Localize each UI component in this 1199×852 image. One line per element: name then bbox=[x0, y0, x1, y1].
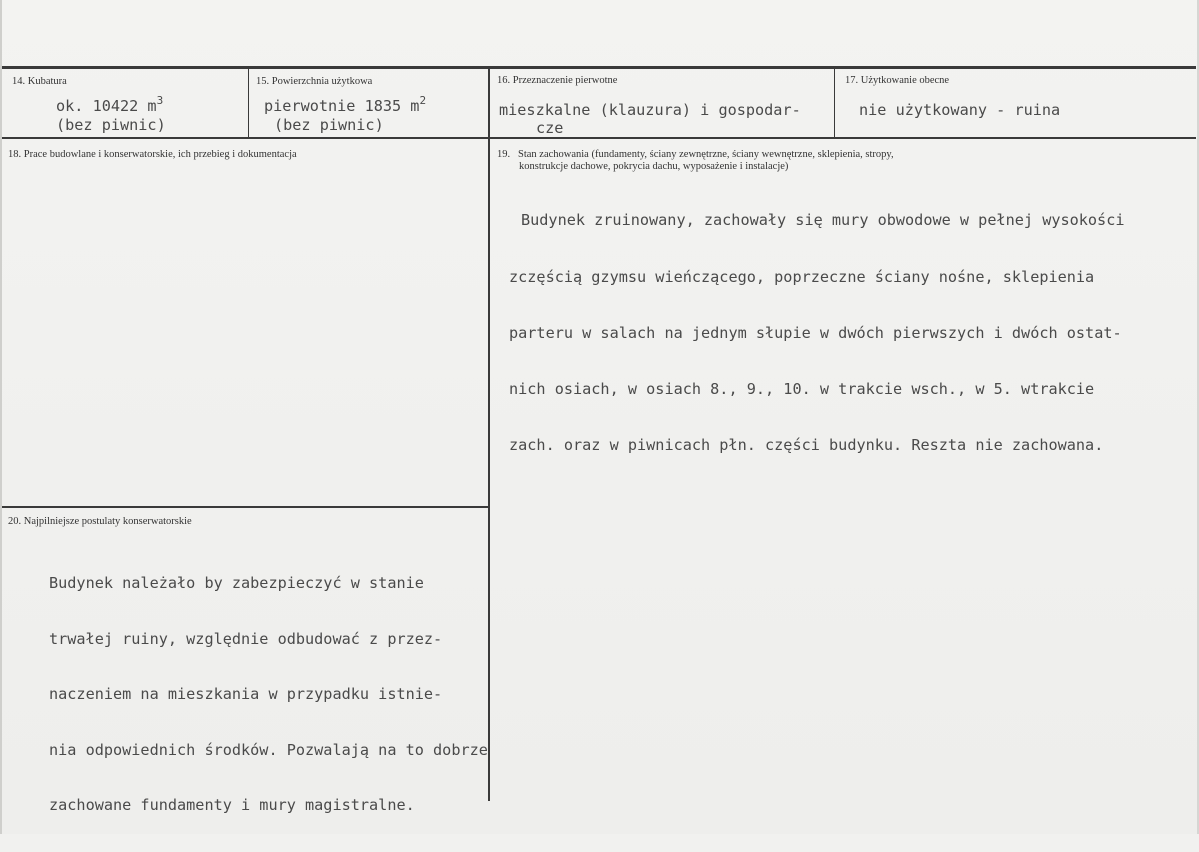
field-14-value-main: ok. 10422 m bbox=[56, 97, 157, 115]
field-19-line: zczęścią gzymsu wieńczącego, poprzeczne ściany nośne, sklepienia bbox=[509, 267, 1095, 286]
field-20-line: naczeniem na mieszkania w przypadku istnie- bbox=[49, 685, 443, 703]
field-14-label: 14. Kubatura bbox=[12, 76, 67, 87]
field-14-note: (bez piwnic) bbox=[56, 116, 166, 134]
field-19-line: parteru w salach na jednym słupie w dwóch pierwszych i dwóch ostat- bbox=[509, 323, 1122, 342]
field-16-value-line1: mieszkalne (klauzura) i gospodar- bbox=[499, 101, 801, 119]
field-19-label-line2: konstrukcje dachowe, pokrycia dachu, wyposażenie i instalacje) bbox=[519, 161, 789, 172]
top-rule bbox=[2, 66, 1196, 69]
field-19-text bbox=[509, 174, 1124, 492]
card-left-edge bbox=[0, 0, 2, 834]
field-20-label: 20. Najpilniejsze postulaty konserwatorskie bbox=[8, 516, 192, 527]
row1-bottom-rule bbox=[2, 137, 1196, 139]
field-14-value bbox=[56, 94, 164, 116]
field-15-label: 15. Powierzchnia użytkowa bbox=[256, 76, 373, 87]
field-15-value-main: pierwotnie 1835 m bbox=[264, 97, 420, 115]
field-15-value bbox=[264, 94, 427, 116]
field-15-note: (bez piwnic) bbox=[274, 116, 384, 134]
field-17-value: nie użytkowany - ruina bbox=[859, 101, 1061, 119]
field-16-label: 16. Przeznaczenie pierwotne bbox=[497, 75, 618, 86]
field-20-line: Budynek należało by zabezpieczyć w stanie bbox=[49, 574, 424, 592]
field-15-value-unit-sup: 2 bbox=[419, 94, 427, 107]
divider-15-16 bbox=[488, 68, 490, 801]
field-19-line: zach. oraz w piwnicach płn. części budynku. Reszta nie zachowana. bbox=[509, 435, 1104, 454]
field-17-label: 17. Użytkowanie obecne bbox=[845, 75, 950, 86]
field-14-value-unit-sup: 3 bbox=[156, 94, 164, 107]
divider-16-17 bbox=[834, 68, 835, 138]
field-19-line: nich osiach, w osiach 8., 9., 10. w trakcie wsch., w 5. wtrakcie bbox=[509, 379, 1095, 398]
section18-bottom-rule bbox=[2, 506, 488, 508]
field-20-line: zachowane fundamenty i mury magistralne. bbox=[49, 796, 415, 814]
field-20-text bbox=[49, 537, 488, 852]
field-19-line: Budynek zruinowany, zachowały się mury obwodowe w pełnej wysokości bbox=[521, 211, 1125, 230]
field-18-label: 18. Prace budowlane i konserwatorskie, ich przebieg i dokumentacja bbox=[8, 149, 297, 160]
field-19-label-line1: 19. Stan zachowania (fundamenty, ściany zewnętrzne, ściany wewnętrzne, sklepienia, stropy, bbox=[497, 149, 894, 160]
field-20-line: trwałej ruiny, względnie odbudować z przez- bbox=[49, 629, 443, 648]
field-16-value-line2: cze bbox=[536, 119, 564, 137]
divider-14-15 bbox=[248, 68, 249, 138]
field-20-line: nia odpowiednich środków. Pozwalają na to dobrze bbox=[49, 740, 488, 759]
